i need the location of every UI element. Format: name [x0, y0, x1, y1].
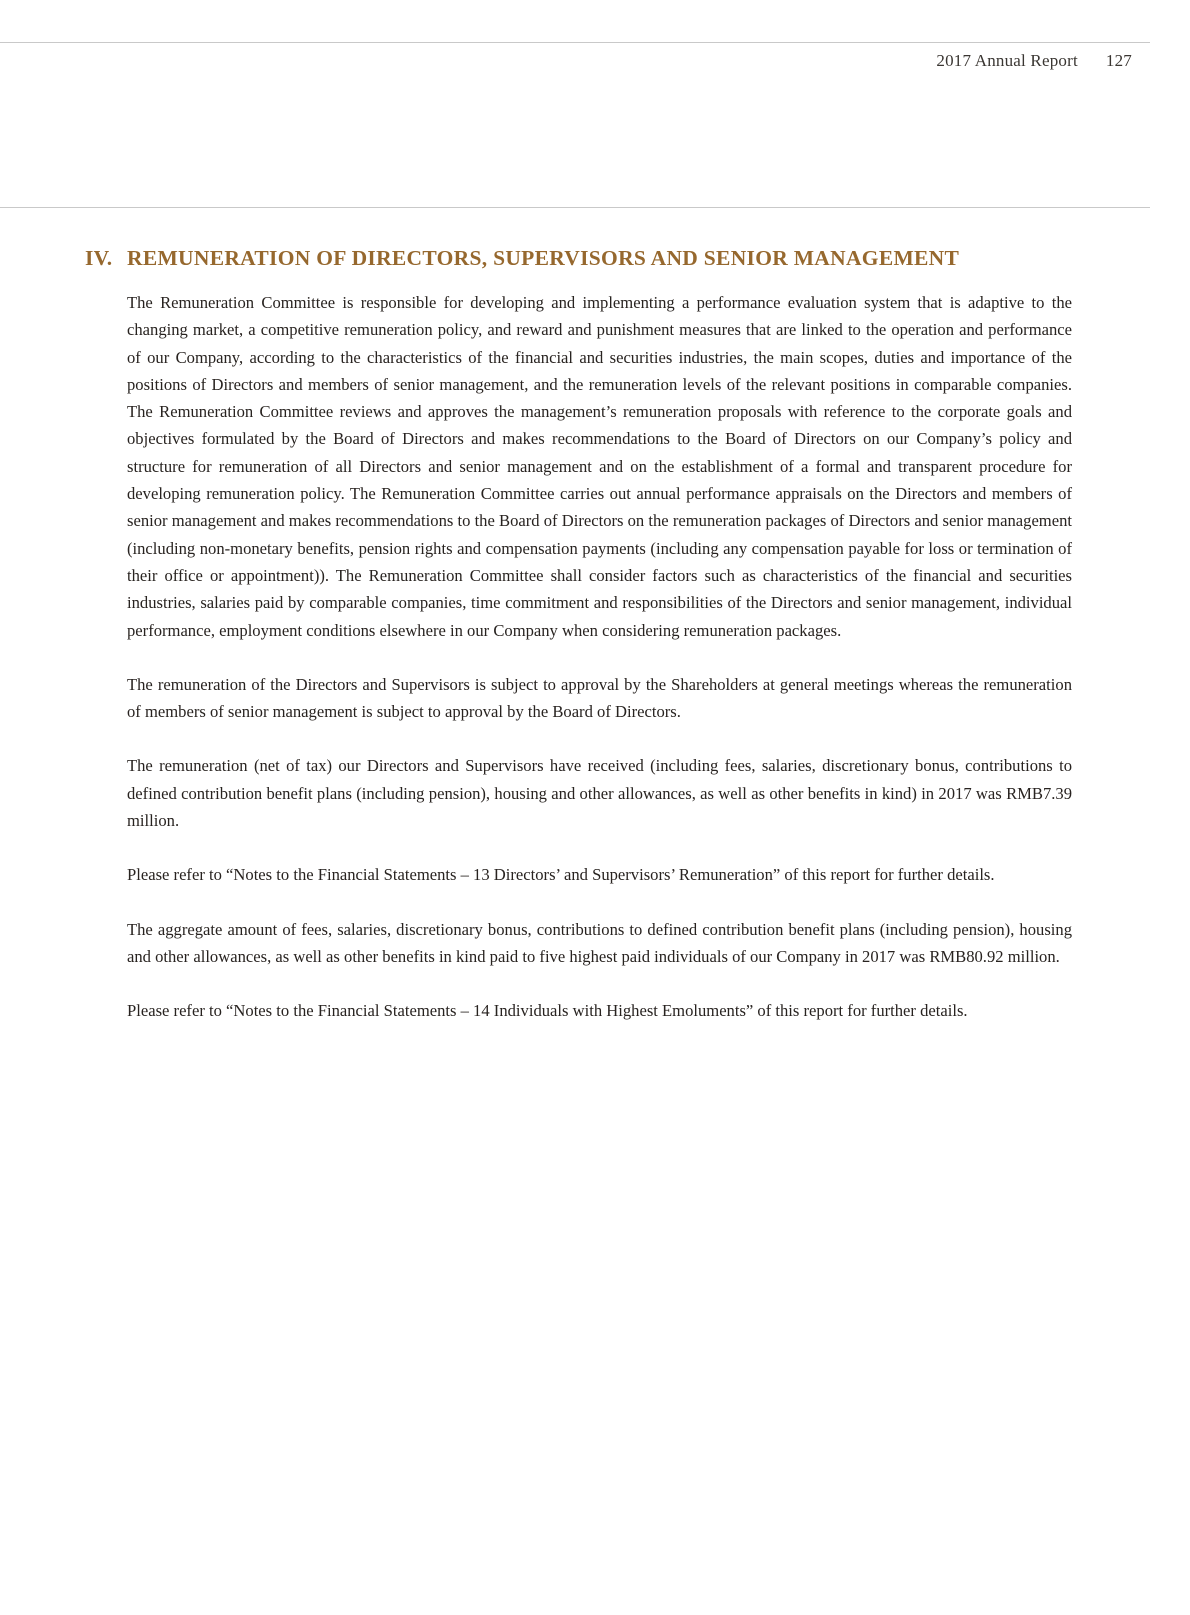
paragraph-approval: The remuneration of the Directors and Supervisors is subject to approval by the Shareholders at general meetings whereas the remuneration of members of senior management is subject to approval by the Board of Directors. [127, 674, 1072, 722]
report-title: 2017 Annual Report [936, 51, 1078, 70]
section-body [127, 289, 1072, 1052]
paragraph-aggregate-amount: The aggregate amount of fees, salaries, discretionary bonus, contributions to defined contribution benefit plans (including pension), housing and other allowances, as well as other benefits in kind paid to five highest paid individuals of our Company in 2017 was RMB80.92 million. [127, 919, 1072, 966]
running-header [936, 51, 1132, 71]
top-divider [0, 42, 1150, 43]
paragraph-remuneration-amount: The remuneration (net of tax) our Directors and Supervisors have received (including fees, salaries, discretionary bonus, contributions to defined contribution benefit plans (including pension), housing and other allowances, as well as other benefits in kind) in 2017 was RMB7.39 million. [127, 756, 1072, 831]
paragraph-refer-note-13: Please refer to “Notes to the Financial Statements – 13 Directors’ and Supervisors’ Remuneration” of this report for further details. [127, 865, 995, 885]
paragraph-refer-note-14: Please refer to “Notes to the Financial Statements – 14 Individuals with Highest Emoluments” of this report for further details. [127, 1001, 968, 1021]
page-number: 127 [1105, 51, 1132, 70]
section-title: REMUNERATION OF DIRECTORS, SUPERVISORS AND SENIOR MANAGEMENT [127, 246, 960, 270]
section-heading [85, 246, 1085, 271]
section-numeral: IV. [85, 246, 113, 270]
header-divider [0, 207, 1150, 208]
paragraph-committee-role: The Remuneration Committee is responsible for developing and implementing a performance evaluation system that is adaptive to the changing market, a competitive remuneration policy, and reward and punishment measures that are linked to the operation and performance of our Company, according to the characteristics of the financial and securities industries, the main scopes, duties and importance of the positions of Directors and members of senior management, and the remuneration levels of the relevant positions in comparable companies. The Remuneration Committee reviews and approves the management’s remuneration proposals with reference to the corporate goals and objectives formulated by the Board of Directors and makes recommendations to the Board of Directors on our Company’s policy and structure for remuneration of all Directors and senior management and on the establishment of a formal and transparent procedure for developing remuneration policy. The Remuneration Committee carries out annual performance appraisals on the Directors and members of senior management and makes recommendations to the Board of Directors on the remuneration packages of Directors and senior management (including non-monetary benefits, pension rights and compensation payments (including any compensation payable for loss or termination of their office or appointment)). The Remuneration Committee shall consider factors such as characteristics of the financial and securities industries, salaries paid by comparable companies, time commitment and responsibilities of the Directors and senior management, individual performance, employment conditions elsewhere in our Company when considering remuneration packages. [127, 293, 1072, 640]
